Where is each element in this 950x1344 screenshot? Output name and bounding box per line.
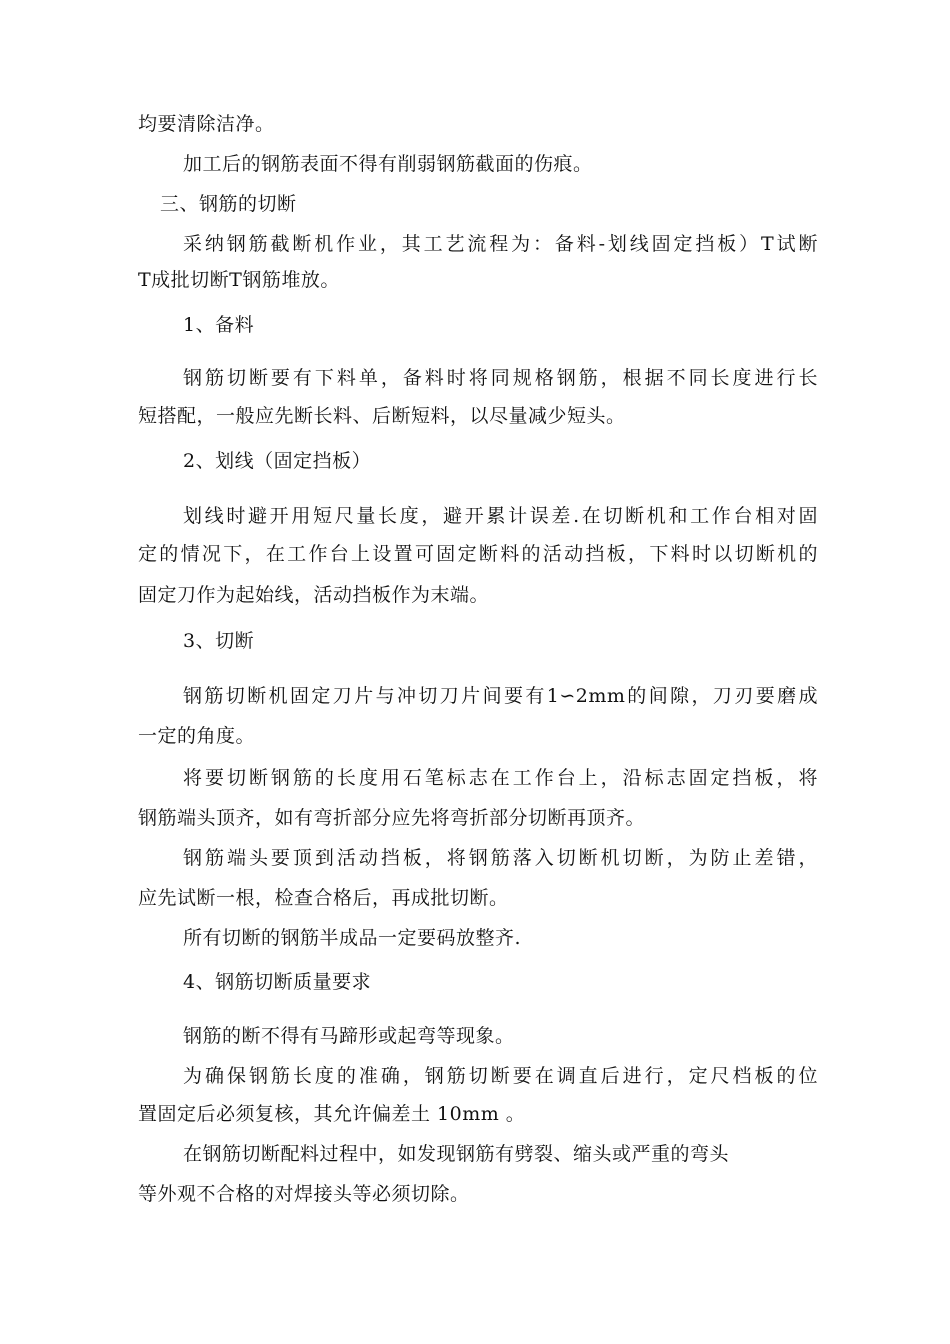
text-line: 均要清除洁净。 bbox=[138, 113, 275, 135]
text-line: 钢筋端头要顶到活动挡板，将钢筋落入切断机切断，为防止差错， bbox=[183, 847, 818, 869]
text-line: 短搭配，一般应先断长料、后断短料，以尽量减少短头。 bbox=[138, 405, 626, 427]
text-line: 将要切断钢筋的长度用石笔标志在工作台上，沿标志固定挡板，将 bbox=[183, 767, 818, 789]
text-line: 钢筋切断要有下料单，备料时将同规格钢筋，根据不同长度进行长 bbox=[183, 367, 818, 389]
text-line: 一定的角度。 bbox=[138, 725, 256, 747]
text-line: 为确保钢筋长度的准确，钢筋切断要在调直后进行，定尺档板的位 bbox=[183, 1065, 818, 1087]
text-line: 钢筋切断机固定刀片与冲切刀片间要有1∽2mm的间隙，刀刃要磨成 bbox=[183, 685, 818, 707]
text-line: 定的情况下，在工作台上设置可固定断料的活动挡板，下料时以切断机的 bbox=[138, 543, 818, 565]
text-line: 在钢筋切断配料过程中，如发现钢筋有劈裂、缩头或严重的弯头 bbox=[183, 1143, 730, 1165]
text-line: T成批切断T钢筋堆放。 bbox=[138, 269, 340, 291]
text-line: 钢筋端头顶齐，如有弯折部分应先将弯折部分切断再顶齐。 bbox=[138, 807, 646, 829]
text-line: 置固定后必须复核，其允许偏差土 10mm 。 bbox=[138, 1103, 526, 1125]
text-line: 钢筋的断不得有马蹄形或起弯等现象。 bbox=[183, 1025, 515, 1047]
subsection-heading: 4、钢筋切断质量要求 bbox=[183, 971, 372, 993]
text-line: 加工后的钢筋表面不得有削弱钢筋截面的伤痕。 bbox=[183, 153, 593, 175]
subsection-heading: 3、切断 bbox=[183, 630, 255, 652]
section-heading: 三、钢筋的切断 bbox=[160, 193, 297, 215]
subsection-heading: 1、备料 bbox=[183, 314, 255, 336]
text-line: 划线时避开用短尺量长度，避开累计误差.在切断机和工作台相对固 bbox=[183, 505, 818, 527]
text-line: 应先试断一根，检查合格后，再成批切断。 bbox=[138, 887, 509, 909]
text-line: 采纳钢筋截断机作业，其工艺流程为：备料-划线固定挡板）T试断 bbox=[183, 233, 818, 255]
text-line: 所有切断的钢筋半成品一定要码放整齐. bbox=[183, 927, 522, 949]
subsection-heading: 2、划线（固定挡板） bbox=[183, 450, 372, 472]
text-line: 等外观不合格的对焊接头等必须切除。 bbox=[138, 1183, 470, 1205]
text-line: 固定刀作为起始线，活动挡板作为末端。 bbox=[138, 584, 490, 606]
